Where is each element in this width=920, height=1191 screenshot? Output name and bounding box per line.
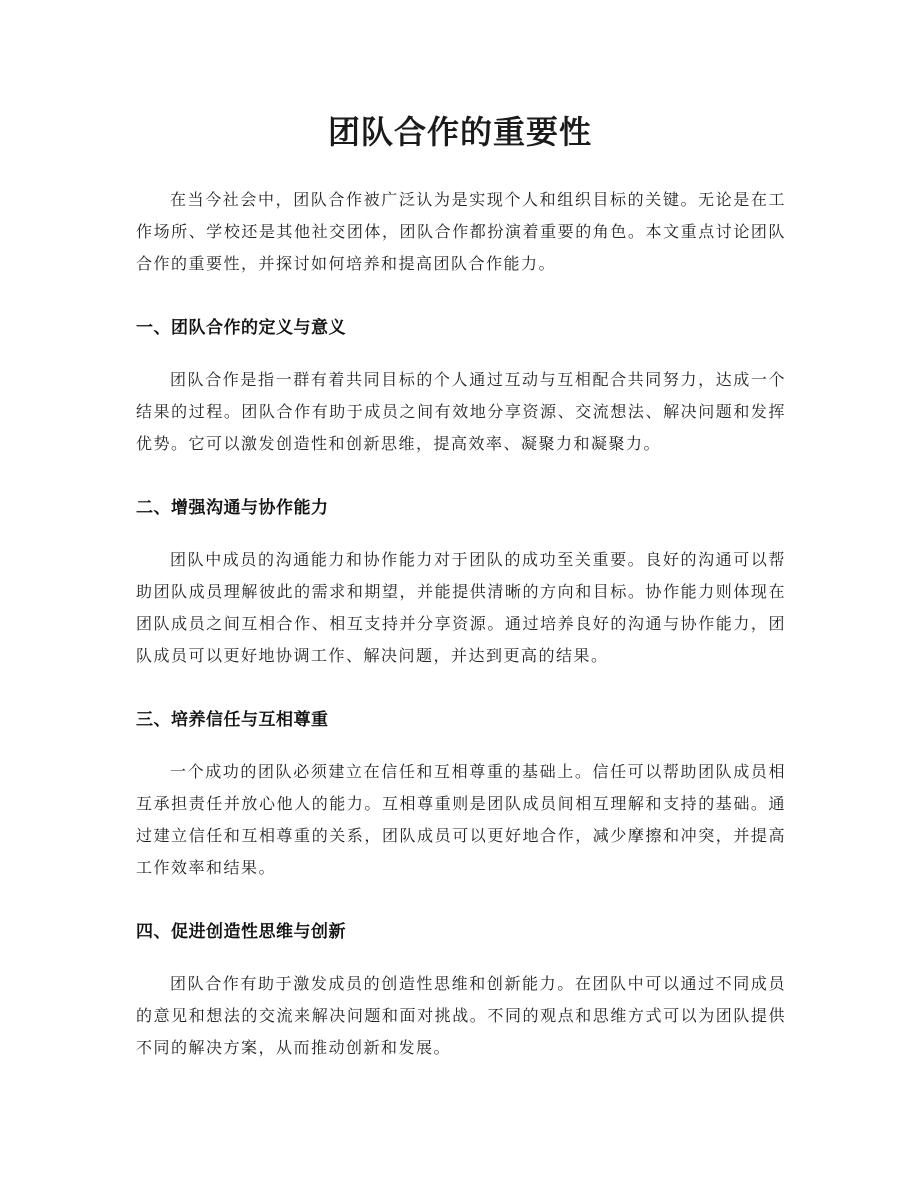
section-innovation xyxy=(136,918,786,1064)
section-paragraph: 团队合作有助于激发成员的创造性思维和创新能力。在团队中可以通过不同成员的意见和想法的交流来解决问题和面对挑战。不同的观点和思维方式可以为团队提供不同的解决方案，从而推动创新和发展。 xyxy=(136,974,786,1057)
section-definition xyxy=(136,314,786,460)
section-heading: 三、培养信任与互相尊重 xyxy=(136,710,329,730)
section-communication xyxy=(136,494,786,672)
section-heading: 四、促进创造性思维与创新 xyxy=(136,922,346,942)
section-heading: 二、增强沟通与协作能力 xyxy=(136,498,329,518)
section-paragraph: 团队中成员的沟通能力和协作能力对于团队的成功至关重要。良好的沟通可以帮助团队成员理解彼此的需求和期望，并能提供清晰的方向和目标。协作能力则体现在团队成员之间互相合作、相互支持并分享资源。通过培养良好的沟通与协作能力，团队成员可以更好地协调工作、解决问题，并达到更高的结果。 xyxy=(136,550,786,665)
section-paragraph: 一个成功的团队必须建立在信任和互相尊重的基础上。信任可以帮助团队成员相互承担责任并放心他人的能力。互相尊重则是团队成员间相互理解和支持的基础。通过建立信任和互相尊重的关系，团队成员可以更好地合作，减少摩擦和冲突，并提高工作效率和结果。 xyxy=(136,762,786,877)
section-heading: 一、团队合作的定义与意义 xyxy=(136,318,346,338)
section-paragraph: 团队合作是指一群有着共同目标的个人通过互动与互相配合共同努力，达成一个结果的过程。团队合作有助于成员之间有效地分享资源、交流想法、解决问题和发挥优势。它可以激发创造性和创新思维，提高效率、凝聚力和凝聚力。 xyxy=(136,370,786,453)
intro-paragraph: 在当今社会中，团队合作被广泛认为是实现个人和组织目标的关键。无论是在工作场所、学校还是其他社交团体，团队合作都扮演着重要的角色。本文重点讨论团队合作的重要性，并探讨如何培养和提高团队合作能力。 xyxy=(136,190,786,273)
section-trust xyxy=(136,706,786,884)
document-body xyxy=(136,184,786,1064)
document-title: 团队合作的重要性 xyxy=(327,113,592,151)
